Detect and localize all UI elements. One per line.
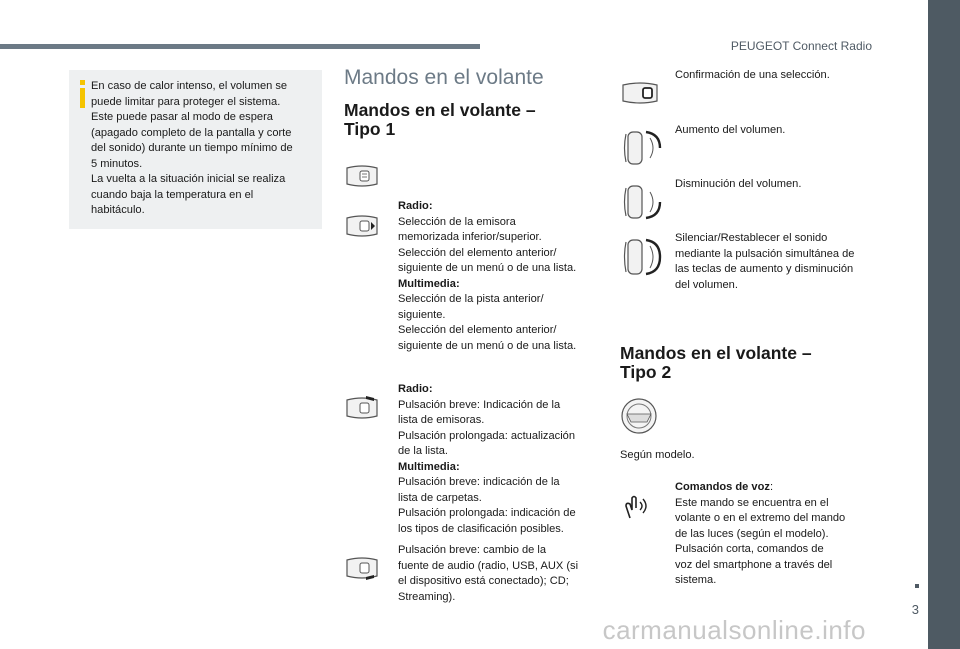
info-box — [69, 70, 322, 229]
mute-text: Silenciar/Restablecer el sonido mediante la pulsación simultánea de las teclas de aumento y disminución del volumen. — [675, 232, 855, 291]
volume-up-text: Aumento del volumen. — [675, 124, 786, 136]
tipo1-block1: Radio: Selección de la emisora memorizada inferior/superior. Selección del elemento anterior/ siguiente de un menú o de una lista. Multimedia: Selección de la pista anterior/ siguiente. Selección del elemento anterior/ siguiente de un menú o de una lista. — [398, 200, 577, 352]
voice-command-text: Comandos de voz: Este mando se encuentra en el volante o en el extremo del mando de las luces (según el modelo). Pulsación corta, comandos de voz del smartphone a través del sistema. — [675, 481, 846, 586]
info-icon — [77, 80, 89, 108]
header-title: PEUGEOT Connect Radio — [730, 39, 872, 53]
track-select-icon — [344, 213, 380, 239]
watermark: carmanualsonline.info — [602, 615, 866, 645]
tipo1-block3: Pulsación breve: cambio de la fuente de audio (radio, USB, AUX (si el dispositivo está conectado); CD; Streaming). — [398, 544, 579, 603]
tipo1-title: Mandos en el volante – Tipo 1 — [344, 100, 536, 139]
page-marker — [915, 584, 919, 588]
tipo2-title: Mandos en el volante – Tipo 2 — [620, 343, 812, 382]
top-rule — [0, 44, 480, 49]
segun-modelo: Según modelo. — [620, 449, 695, 461]
confirm-text: Confirmación de una selección. — [675, 69, 830, 81]
section-title: Mandos en el volante — [344, 66, 544, 89]
source-change-icon — [344, 555, 380, 581]
list-display-icon — [344, 395, 380, 421]
volume-down-text: Disminución del volumen. — [675, 178, 802, 190]
volume-down-icon — [620, 182, 662, 222]
tipo1-block2: Radio: Pulsación breve: Indicación de la lista de emisoras. Pulsación prolongada: actualización de la lista. Multimedia: Pulsación breve: indicación de la lista de carpetas. Pulsación prolongada: indicación de los tipos de clasificación posibles. — [398, 383, 576, 535]
page-number: 3 — [911, 602, 919, 617]
voice-command-icon — [622, 492, 652, 522]
right-edge-strip — [928, 0, 960, 649]
mute-icon — [620, 236, 662, 278]
confirm-button-icon — [620, 80, 660, 106]
steering-control-icon — [344, 163, 380, 189]
volume-up-icon — [620, 128, 662, 168]
info-text: En caso de calor intenso, el volumen se puede limitar para proteger el sistema. Este puede pasar al modo de espera (apagado completo de la pantalla y corte del sonido) durante un tiempo mínimo de 5 minutos. La vuelta a la situación inicial se realiza cuando baja la temperatura en el habitáculo. — [91, 80, 293, 216]
steering-wheel-icon — [620, 397, 658, 435]
